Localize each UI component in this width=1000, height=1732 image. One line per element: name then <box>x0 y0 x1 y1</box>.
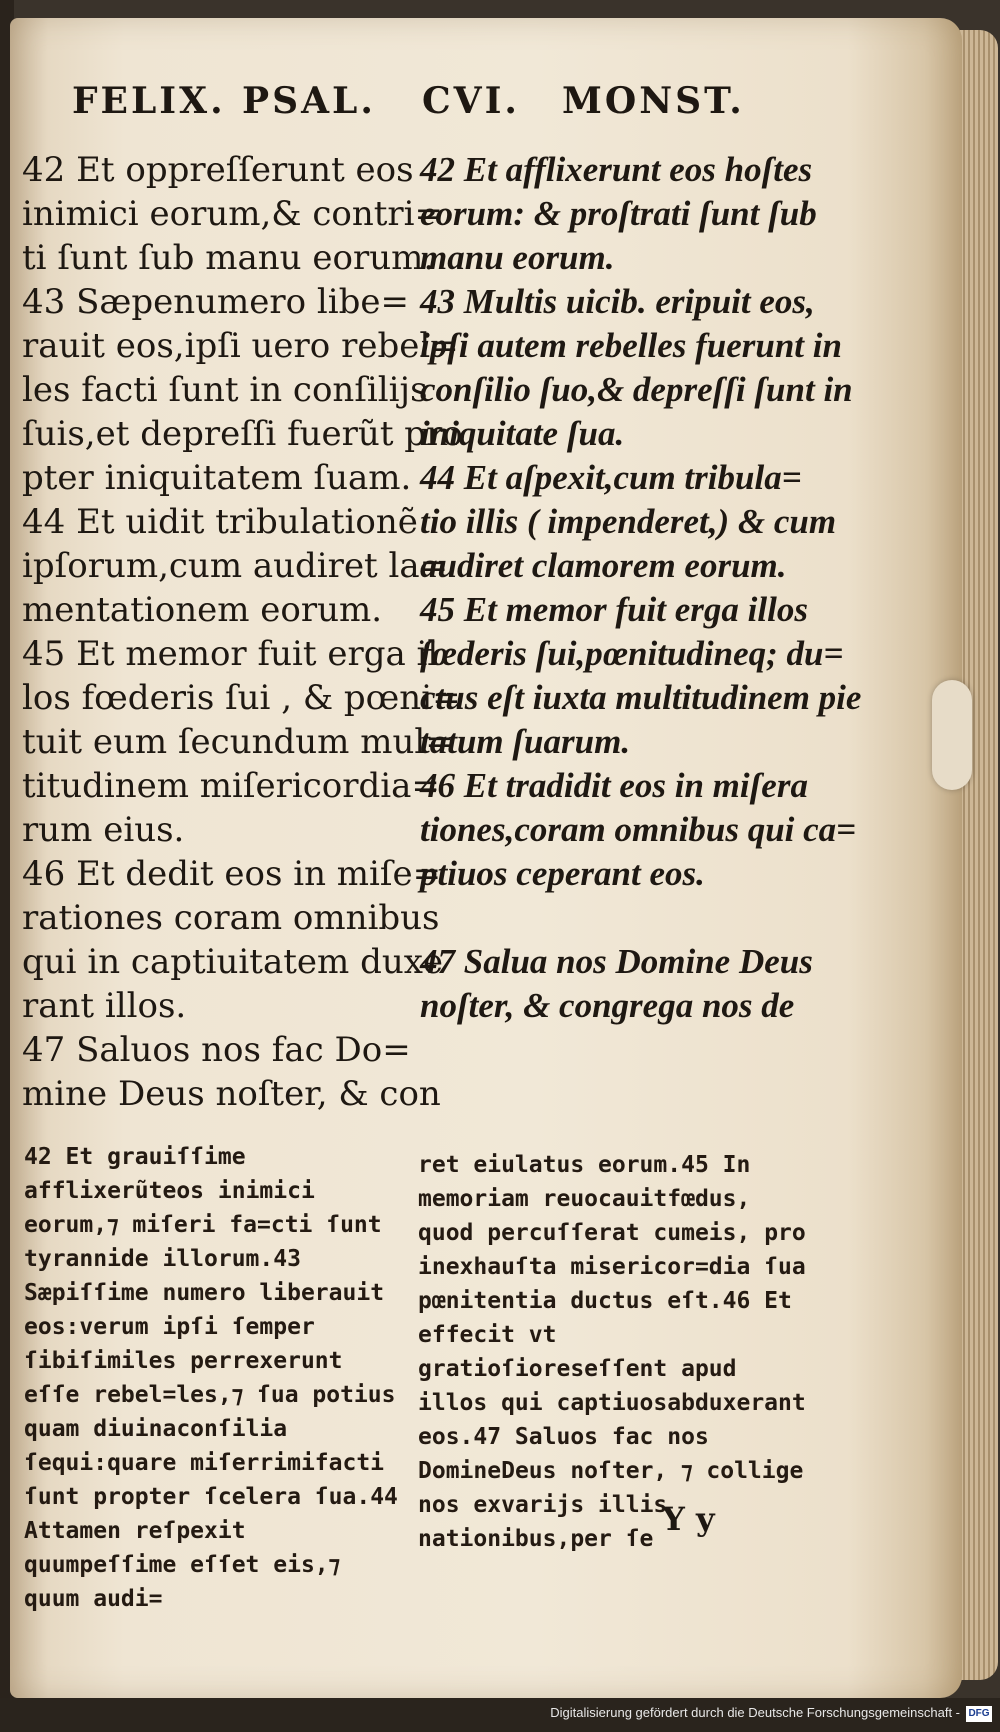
note-line: eos inimici eorum,⁊ miſeri fa= <box>24 1178 315 1238</box>
right-notes-blackletter <box>418 1148 818 1556</box>
text-line: inimici eorum,& contri= <box>22 194 444 234</box>
right-column-italic-text <box>420 148 862 1028</box>
text-line: qui in captiuitatem duxe <box>22 942 444 982</box>
text-line: 43 Sæpenumero libe= <box>22 282 410 322</box>
text-line: ctus eſt iuxta multitudinem pie <box>420 678 862 717</box>
note-line: 45 In memoriam reuocauit <box>418 1152 751 1212</box>
text-line: rant illos. <box>22 986 187 1026</box>
note-line: dia ſua pœnitentia ductus eſt. <box>418 1254 806 1314</box>
text-line: 47 Saluos nos fac Do= <box>22 1030 411 1070</box>
text-line <box>420 896 840 940</box>
text-line: rum eius. <box>22 810 185 850</box>
running-head <box>72 80 920 130</box>
text-line: titudinem miſericordia= <box>22 766 440 806</box>
text-line: mentationem eorum. <box>22 590 383 630</box>
left-column-latin-text <box>22 148 463 1116</box>
page-edges <box>958 30 998 1680</box>
text-line: 46 Et dedit eos in miſe= <box>22 854 442 894</box>
note-line: les,⁊ ſua potius quam diuina <box>24 1382 396 1442</box>
text-line: manu eorum. <box>420 238 615 277</box>
note-line: 46 Et effecit vt gratioſiores <box>418 1288 792 1382</box>
text-line: 45 Et memor fuit erga il <box>22 634 439 674</box>
note-line: uit eos:verum ipſi ſemper ſibi <box>24 1280 385 1374</box>
text-line: los fœderis ſui , & pœni= <box>22 678 461 718</box>
signature-mark: Y y <box>662 1500 715 1538</box>
text-line: audiret clamorem eorum. <box>420 546 787 585</box>
text-line: rauit eos,ipſi uero rebel= <box>22 326 459 366</box>
text-line: 45 Et memor fuit erga illos <box>420 590 808 629</box>
note-line: abduxerant eos. <box>418 1390 806 1450</box>
text-line: 43 Multis uicib. eripuit eos, <box>420 282 815 321</box>
text-line: conſilio ſuo,& depreſſi ſunt in <box>420 370 853 409</box>
footer-credit: Digitalisierung gefördert durch die Deutsche Forschungsgemeinschaft - <box>550 1705 960 1720</box>
text-line: tuit eum ſecundum mul= <box>22 722 454 762</box>
text-line: iniquitate ſua. <box>420 414 625 453</box>
running-head-word-2: PSAL. <box>242 80 376 122</box>
text-line: fœderis ſui,pœnitudineq; du= <box>420 634 844 673</box>
text-line: ipſorum,cum audiret la= <box>22 546 449 586</box>
text-line: ti ſunt ſub manu eorum. <box>22 238 435 278</box>
running-head-word-4: MONST. <box>562 80 745 122</box>
running-head-word-1: FELIX. <box>72 80 226 122</box>
text-line: eorum: & proſtrati ſunt ſub <box>420 194 817 233</box>
note-line: facti ſunt propter ſcelera ſua. <box>24 1450 385 1510</box>
text-line: tatum ſuarum. <box>420 722 631 761</box>
note-line: ſimiles perrexerunt eſſe rebel= <box>24 1348 343 1408</box>
note-line: Deus noſter, ⁊ collige nos ex <box>418 1458 804 1518</box>
note-line: 43 Sæpiſſime numero libera <box>24 1246 343 1306</box>
note-line: conſilia ſequi:quare miſerrimi <box>24 1416 315 1476</box>
page-clip <box>932 680 972 790</box>
dfg-logo: DFG <box>966 1706 992 1722</box>
running-head-word-3: CVI. <box>422 80 520 122</box>
text-line: tiones,coram omnibus qui ca= <box>420 810 857 849</box>
text-line: noſter, & congrega nos de <box>420 986 795 1025</box>
text-line: les facti ſunt in conſilijs <box>22 370 428 410</box>
text-line: 46 Et tradidit eos in miſera <box>420 766 808 805</box>
digitization-footer <box>0 1698 1000 1732</box>
text-line: rationes coram omnibus <box>22 898 440 938</box>
text-line: 47 Salua nos Domine Deus <box>420 942 813 981</box>
text-line: mine Deus noſter, & con <box>22 1074 441 1114</box>
note-line: 47 Saluos fac nos Domine <box>418 1424 709 1484</box>
note-line: eis, pro inexhauſta misericor= <box>418 1220 806 1280</box>
text-line: tio illis ( impenderet,) & cum <box>420 502 837 541</box>
note-line: eſſent apud illos qui captiuos <box>418 1356 737 1416</box>
note-line: fœdus, quod percuſſerat cum <box>418 1186 751 1246</box>
text-line: 42 Et oppreſſerunt eos <box>22 150 414 190</box>
left-notes-blackletter <box>24 1140 404 1616</box>
text-line: pter iniquitatem ſuam. <box>22 458 412 498</box>
text-line: 42 Et afflixerunt eos hoſtes <box>420 150 813 189</box>
text-line: ptiuos ceperant eos. <box>420 854 705 893</box>
note-line: 42 Et grauiſſime afflixerũt <box>24 1144 246 1204</box>
text-line: 44 Et aſpexit,cum tribula= <box>420 458 802 497</box>
note-line: varijs illis nationibus,per ſe <box>418 1492 668 1552</box>
note-line: ret eiulatus eorum. <box>418 1152 682 1178</box>
note-line: cti ſunt tyrannide illorum. <box>24 1212 382 1272</box>
text-line: 44 Et uidit tribulationẽ <box>22 502 418 542</box>
text-line: ipſi autem rebelles fuerunt in <box>420 326 842 365</box>
text-line: ſuis,et depreſſi fuerũt pro <box>22 414 463 454</box>
note-line: peſſime eſſet eis,⁊ quum audi= <box>24 1552 341 1612</box>
note-line: 44 Attamen reſpexit quum <box>24 1484 398 1578</box>
